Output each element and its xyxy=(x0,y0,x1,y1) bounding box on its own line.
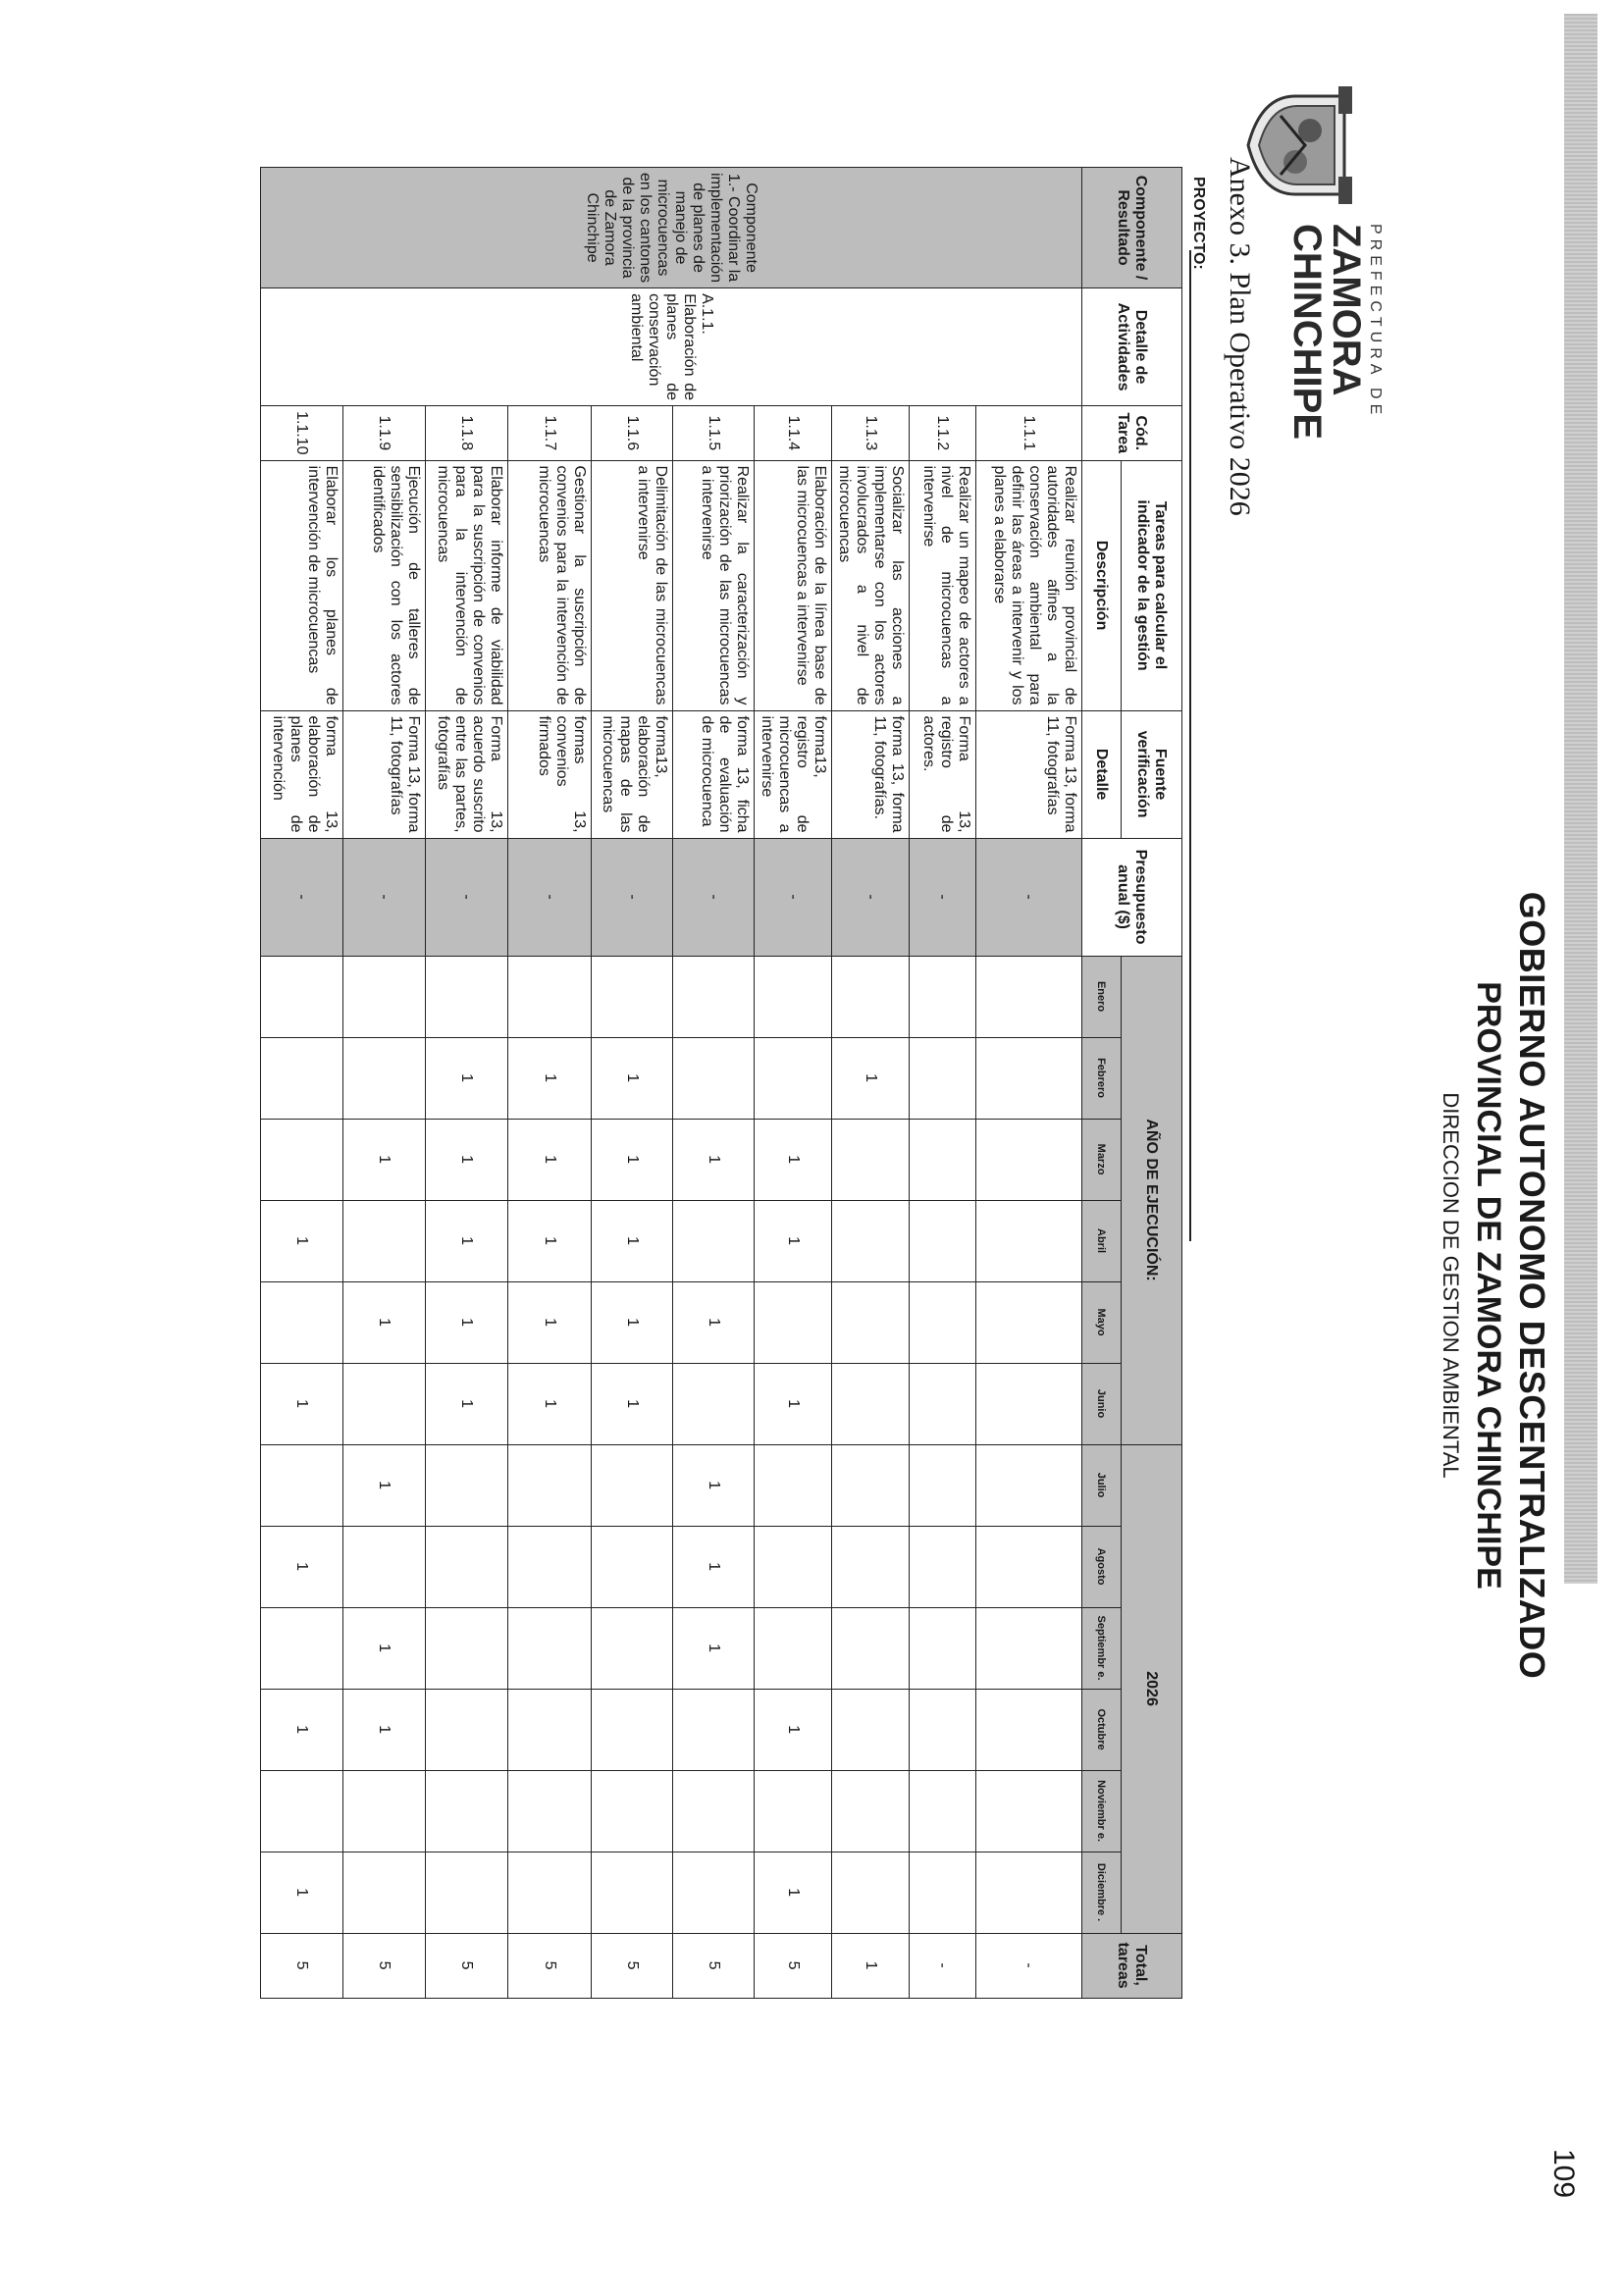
month-cell: 1 xyxy=(673,1281,755,1363)
descripcion-cell: Realizar un mapeo de actores a nivel de microcuencas a intervenirse xyxy=(910,460,976,710)
fuente-cell: forma 13, elaboración de planes de intervención xyxy=(261,710,343,838)
month-cell xyxy=(976,1689,1082,1770)
total-cell: 5 xyxy=(673,1933,755,1998)
month-cell xyxy=(976,1444,1082,1526)
presupuesto-cell: - xyxy=(343,838,426,956)
month-cell xyxy=(910,1852,976,1933)
month-cell xyxy=(343,1770,426,1852)
month-header: Junio xyxy=(1082,1363,1122,1444)
month-cell xyxy=(592,1444,673,1526)
month-cell xyxy=(426,1444,508,1526)
month-cell: 1 xyxy=(261,1689,343,1770)
plan-table-body xyxy=(261,168,1082,1999)
proyecto-label: PROYECTO: xyxy=(1190,177,1207,270)
month-cell: 1 xyxy=(755,1852,832,1933)
month-header: Marzo xyxy=(1082,1119,1122,1200)
month-cell xyxy=(832,956,910,1037)
table-row xyxy=(426,168,508,1999)
total-cell: 1 xyxy=(832,1933,910,1998)
month-cell xyxy=(261,1037,343,1119)
month-cell xyxy=(976,1852,1082,1933)
header-descripcion: Descripción xyxy=(1082,460,1122,710)
month-cell xyxy=(673,1770,755,1852)
table-row xyxy=(976,168,1082,1999)
month-cell xyxy=(832,1119,910,1200)
header-tareas: Tareas para calcular el indicador de la gestión xyxy=(1122,460,1182,710)
month-cell: 1 xyxy=(343,1607,426,1689)
month-header: Agosto xyxy=(1082,1526,1122,1607)
month-cell xyxy=(673,1852,755,1933)
month-cell xyxy=(343,1526,426,1607)
table-row xyxy=(261,168,343,1999)
month-cell: 1 xyxy=(755,1119,832,1200)
descripcion-cell: Elaborar informe de viabilidad para la suscripción de convenios para la intervención de microcuencas xyxy=(426,460,508,710)
header-year: 2026 xyxy=(1122,1444,1182,1933)
total-cell: 5 xyxy=(261,1933,343,1998)
month-cell: 1 xyxy=(673,1526,755,1607)
descripcion-cell: Elaborar los planes de intervención de microcuencas xyxy=(261,460,343,710)
month-cell xyxy=(261,1444,343,1526)
header-presupuesto: Presupuesto anual ($) xyxy=(1082,838,1182,956)
month-header: Septiembr e. xyxy=(1082,1607,1122,1689)
month-cell: 1 xyxy=(426,1037,508,1119)
logo-text xyxy=(1287,224,1384,479)
month-cell xyxy=(832,1689,910,1770)
header-title-2: PROVINCIAL DE ZAMORA CHINCHIPE xyxy=(1470,981,1507,1590)
cod-cell: 1.1.7 xyxy=(508,406,592,460)
fuente-cell: forma 13, forma 11, fotografías. xyxy=(832,710,910,838)
month-cell: 1 xyxy=(592,1200,673,1281)
descripcion-cell: Realizar reunión provincial de autoridades afines a la conservación ambiental para definir las áreas a intervenir y los planes a elaborarse xyxy=(976,460,1082,710)
month-cell xyxy=(755,1770,832,1852)
cod-cell: 1.1.5 xyxy=(673,406,755,460)
month-cell xyxy=(261,956,343,1037)
month-cell xyxy=(832,1444,910,1526)
month-cell: 1 xyxy=(261,1526,343,1607)
month-cell xyxy=(976,1526,1082,1607)
descripcion-cell: Ejecución de talleres de sensibilización con los actores identificados xyxy=(343,460,426,710)
month-cell: 1 xyxy=(508,1037,592,1119)
month-cell: 1 xyxy=(673,1444,755,1526)
logo-name-1: ZAMORA xyxy=(1325,224,1368,396)
presupuesto-cell: - xyxy=(673,838,755,956)
month-cell: 1 xyxy=(592,1119,673,1200)
cod-cell: 1.1.1 xyxy=(976,406,1082,460)
header-title-block xyxy=(1438,844,1570,1727)
header-detalle: Detalle de Actividades xyxy=(1082,288,1182,406)
month-cell xyxy=(426,1526,508,1607)
header-total: Total, tareas xyxy=(1082,1933,1182,1998)
month-cell xyxy=(343,956,426,1037)
month-cell xyxy=(592,956,673,1037)
fuente-cell: forma 13, ficha de evaluación de microcuenca xyxy=(673,710,755,838)
month-cell xyxy=(592,1607,673,1689)
month-cell xyxy=(261,1281,343,1363)
presupuesto-cell: - xyxy=(261,838,343,956)
fuente-cell: forma13, registro de microcuencas a intervenirse xyxy=(755,710,832,838)
table-row xyxy=(832,168,910,1999)
header-componente: Componente / Resultado xyxy=(1082,168,1182,288)
month-cell xyxy=(673,1689,755,1770)
month-cell: 1 xyxy=(426,1200,508,1281)
month-header: Febrero xyxy=(1082,1037,1122,1119)
coat-of-arms-icon xyxy=(1246,86,1354,204)
cod-cell: 1.1.9 xyxy=(343,406,426,460)
header-fuente-detalle: Detalle xyxy=(1082,710,1122,838)
month-cell xyxy=(832,1607,910,1689)
descripcion-cell: Delimitación de las microcuencas a intervenirse xyxy=(592,460,673,710)
month-cell xyxy=(832,1281,910,1363)
month-cell xyxy=(508,1689,592,1770)
month-cell: 1 xyxy=(755,1200,832,1281)
month-cell xyxy=(976,1363,1082,1444)
month-cell xyxy=(755,1526,832,1607)
total-cell: 5 xyxy=(592,1933,673,1998)
componente-cell: Componente 1.- Coordinar la implementación de planes de manejo de microcuencas en los cantones de la provincia de Zamora Chinchipe xyxy=(261,168,1082,288)
month-cell xyxy=(426,1852,508,1933)
month-cell xyxy=(976,1119,1082,1200)
presupuesto-cell: - xyxy=(426,838,508,956)
month-cell xyxy=(976,1281,1082,1363)
month-cell: 1 xyxy=(343,1689,426,1770)
proyecto-underline xyxy=(1189,250,1191,1241)
table-row xyxy=(592,168,673,1999)
month-cell xyxy=(592,1526,673,1607)
header-fuente: Fuente verificación xyxy=(1122,710,1182,838)
month-header: Julio xyxy=(1082,1444,1122,1526)
presupuesto-cell: - xyxy=(508,838,592,956)
month-cell xyxy=(976,956,1082,1037)
month-cell xyxy=(755,1607,832,1689)
month-header: Diciembre . xyxy=(1082,1852,1122,1933)
month-cell xyxy=(673,1363,755,1444)
descripcion-cell: Elaboración de la línea base de las microcuencas a intervenirse xyxy=(755,460,832,710)
month-cell xyxy=(832,1770,910,1852)
month-header: Abril xyxy=(1082,1200,1122,1281)
month-cell xyxy=(343,1852,426,1933)
descripcion-cell: Gestionar la suscripción de convenios para la intervención de microcuencas xyxy=(508,460,592,710)
presupuesto-cell: - xyxy=(832,838,910,956)
month-cell xyxy=(426,1607,508,1689)
month-cell: 1 xyxy=(426,1119,508,1200)
cod-cell: 1.1.8 xyxy=(426,406,508,460)
month-cell xyxy=(755,1281,832,1363)
month-cell xyxy=(910,1037,976,1119)
month-cell xyxy=(910,1363,976,1444)
month-cell: 1 xyxy=(832,1037,910,1119)
total-cell: 5 xyxy=(426,1933,508,1998)
month-cell xyxy=(910,1607,976,1689)
descripcion-cell: Realizar la caracterización y priorización de las microcuencas a intervenirse xyxy=(673,460,755,710)
fuente-cell: Forma 13, registro de actores. xyxy=(910,710,976,838)
month-cell xyxy=(426,956,508,1037)
month-cell xyxy=(910,1770,976,1852)
month-cell xyxy=(755,1444,832,1526)
presupuesto-cell: - xyxy=(592,838,673,956)
fuente-cell: Forma 13, forma 11, fotografías xyxy=(343,710,426,838)
presupuesto-cell: - xyxy=(976,838,1082,956)
fuente-cell: formas 13, convenios firmados xyxy=(508,710,592,838)
month-cell xyxy=(508,1526,592,1607)
month-cell xyxy=(673,1037,755,1119)
month-cell: 1 xyxy=(343,1281,426,1363)
month-cell xyxy=(261,1770,343,1852)
month-cell xyxy=(508,1444,592,1526)
month-cell xyxy=(910,1526,976,1607)
header-title-1: GOBIERNO AUTONOMO DESCENTRALIZADO xyxy=(1512,891,1552,1680)
month-cell xyxy=(343,1037,426,1119)
presupuesto-cell: - xyxy=(755,838,832,956)
logo-name-2: CHINCHIPE xyxy=(1285,224,1329,441)
month-cell xyxy=(673,956,755,1037)
month-cell: 1 xyxy=(343,1444,426,1526)
month-cell: 1 xyxy=(592,1037,673,1119)
total-cell: - xyxy=(910,1933,976,1998)
month-cell xyxy=(910,956,976,1037)
header-anio-ejecucion: AÑO DE EJECUCIÓN: xyxy=(1122,956,1182,1444)
month-header: Mayo xyxy=(1082,1281,1122,1363)
month-cell xyxy=(976,1037,1082,1119)
cod-cell: 1.1.2 xyxy=(910,406,976,460)
month-cell xyxy=(832,1526,910,1607)
cod-cell: 1.1.4 xyxy=(755,406,832,460)
month-cell xyxy=(755,956,832,1037)
month-cell: 1 xyxy=(755,1689,832,1770)
month-cell: 1 xyxy=(755,1363,832,1444)
month-cell: 1 xyxy=(508,1363,592,1444)
month-cell: 1 xyxy=(343,1119,426,1200)
month-cell xyxy=(832,1200,910,1281)
cod-cell: 1.1.10 xyxy=(261,406,343,460)
month-cell xyxy=(910,1119,976,1200)
month-cell: 1 xyxy=(592,1363,673,1444)
fuente-cell: Forma 13, acuerdo suscrito entre las partes, fotografías xyxy=(426,710,508,838)
month-cell xyxy=(910,1281,976,1363)
header-cod: Cód. Tarea xyxy=(1082,406,1182,460)
month-cell: 1 xyxy=(508,1200,592,1281)
month-cell xyxy=(508,1852,592,1933)
cod-cell: 1.1.3 xyxy=(832,406,910,460)
month-cell xyxy=(508,956,592,1037)
logo-prefix: PREFECTURA DE xyxy=(1367,224,1384,420)
table-row xyxy=(508,168,592,1999)
total-cell: 5 xyxy=(343,1933,426,1998)
month-header: Enero xyxy=(1082,956,1122,1037)
fuente-cell: Forma 13, forma 11, fotografías xyxy=(976,710,1082,838)
month-cell: 1 xyxy=(261,1363,343,1444)
month-cell xyxy=(673,1200,755,1281)
month-cell xyxy=(910,1200,976,1281)
page-number: 109 xyxy=(1547,2149,1580,2199)
month-cell: 1 xyxy=(673,1607,755,1689)
month-cell xyxy=(508,1770,592,1852)
month-cell xyxy=(976,1200,1082,1281)
fuente-cell: forma13, elaboración de mapas de las microcuencas xyxy=(592,710,673,838)
header-title-3: DIRECCION DE GESTION AMBIENTAL xyxy=(1439,1092,1463,1479)
month-cell xyxy=(592,1852,673,1933)
cod-cell: 1.1.6 xyxy=(592,406,673,460)
plan-table xyxy=(260,167,1182,1999)
table-row xyxy=(673,168,755,1999)
month-cell xyxy=(592,1689,673,1770)
month-cell xyxy=(343,1200,426,1281)
month-cell: 1 xyxy=(261,1852,343,1933)
table-row xyxy=(910,168,976,1999)
descripcion-cell: Socializar las acciones a implementarse con los actores involucrados a nivel de microcuencas xyxy=(832,460,910,710)
month-header: Octubre xyxy=(1082,1689,1122,1770)
month-cell xyxy=(426,1689,508,1770)
month-header: Noviembr e. xyxy=(1082,1770,1122,1852)
anexo-title: Anexo 3. Plan Operativo 2026 xyxy=(1224,157,1256,516)
month-cell: 1 xyxy=(508,1119,592,1200)
total-cell: 5 xyxy=(508,1933,592,1998)
actividad-cell: A.1.1. Elaboración de planes de conservación ambiental xyxy=(261,288,1082,406)
month-cell xyxy=(261,1119,343,1200)
month-cell xyxy=(976,1770,1082,1852)
month-cell xyxy=(426,1770,508,1852)
presupuesto-cell: - xyxy=(910,838,976,956)
month-cell: 1 xyxy=(673,1119,755,1200)
total-cell: - xyxy=(976,1933,1082,1998)
month-cell: 1 xyxy=(261,1200,343,1281)
month-cell xyxy=(910,1689,976,1770)
month-cell xyxy=(592,1770,673,1852)
month-cell xyxy=(910,1444,976,1526)
month-cell xyxy=(261,1607,343,1689)
month-cell xyxy=(508,1607,592,1689)
month-cell xyxy=(832,1363,910,1444)
total-cell: 5 xyxy=(755,1933,832,1998)
month-cell: 1 xyxy=(426,1363,508,1444)
month-cell xyxy=(976,1607,1082,1689)
table-row xyxy=(343,168,426,1999)
month-cell: 1 xyxy=(592,1281,673,1363)
month-cell xyxy=(832,1852,910,1933)
month-cell xyxy=(755,1037,832,1119)
table-row xyxy=(755,168,832,1999)
month-cell: 1 xyxy=(426,1281,508,1363)
month-cell xyxy=(343,1363,426,1444)
month-cell: 1 xyxy=(508,1281,592,1363)
